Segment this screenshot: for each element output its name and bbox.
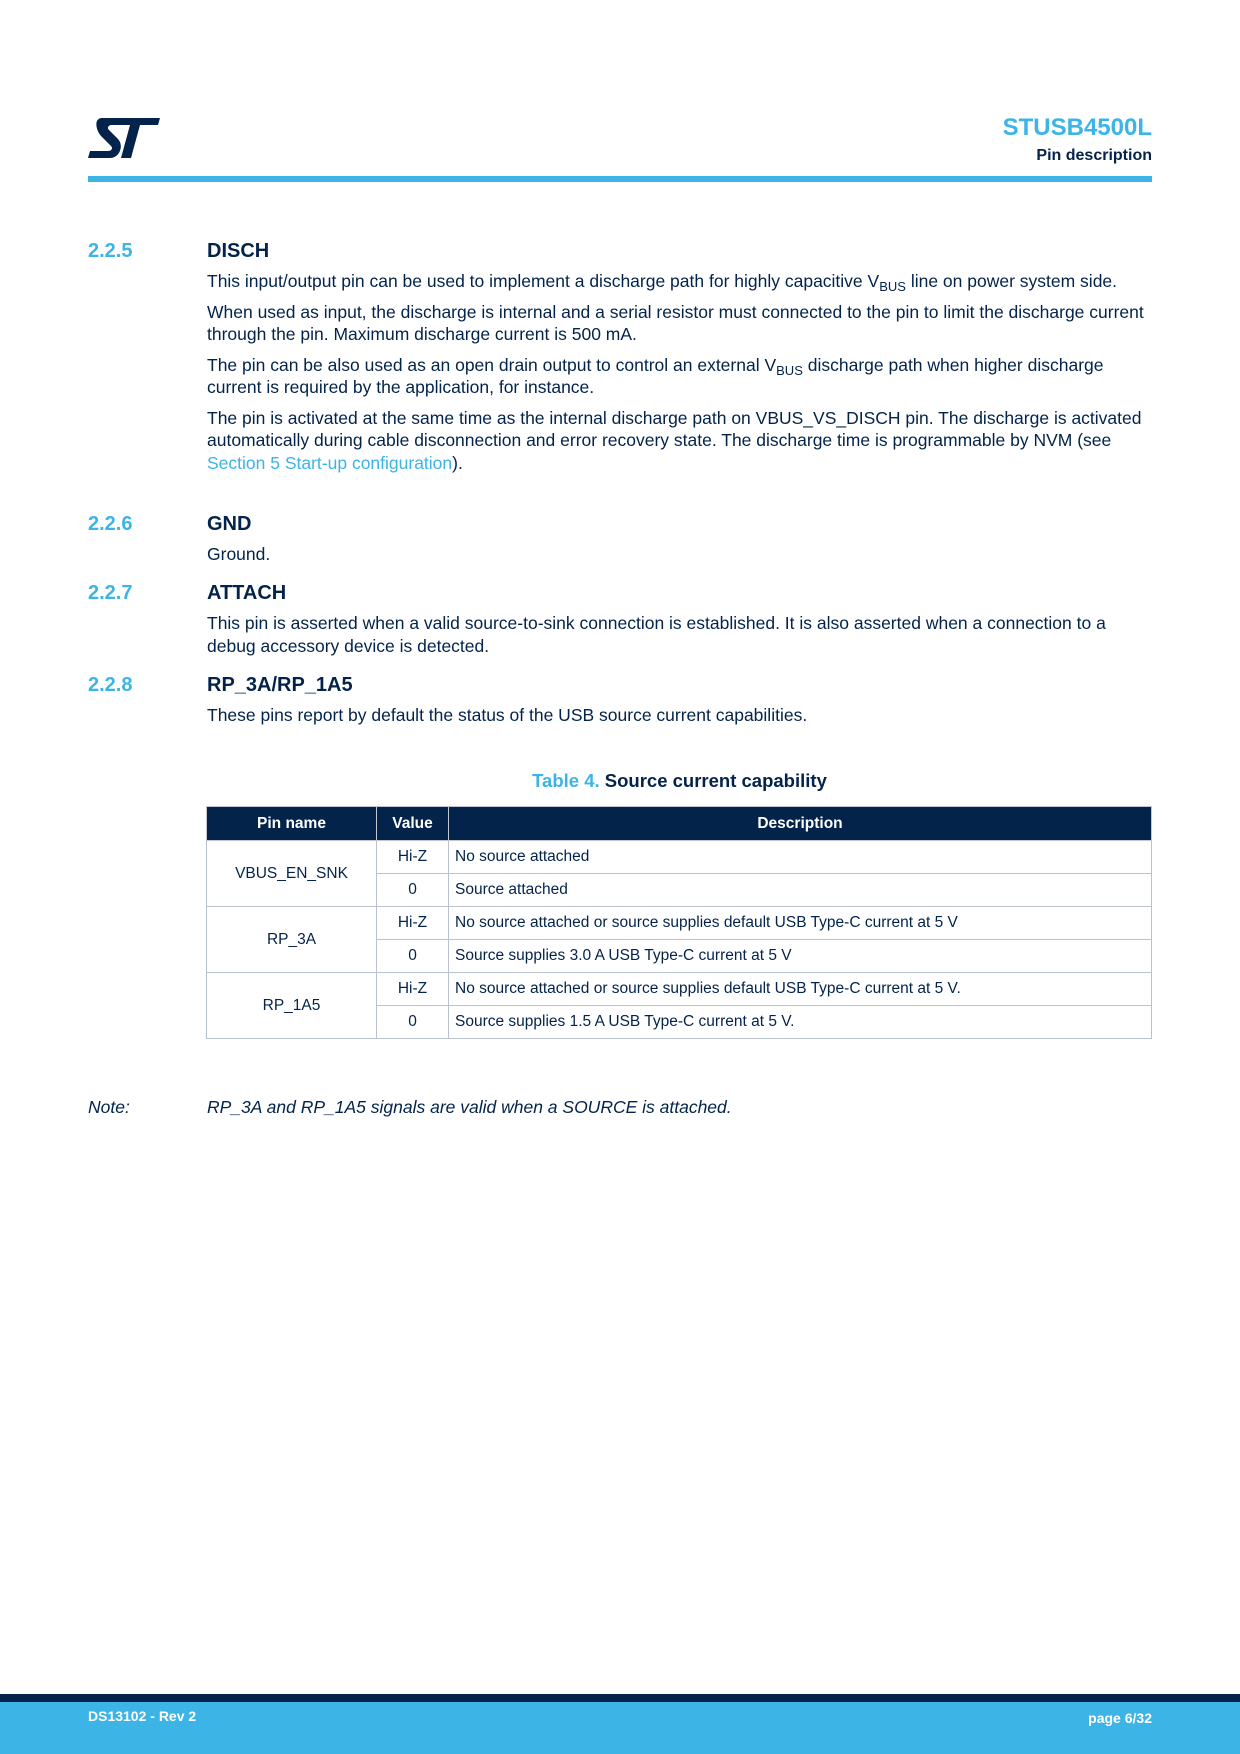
section-title: GND xyxy=(207,513,252,535)
paragraph xyxy=(207,270,1152,293)
note-text: RP_3A and RP_1A5 signals are valid when a SOURCE is attached. xyxy=(207,1097,732,1117)
section-body xyxy=(207,704,1152,735)
value-cell: Hi-Z xyxy=(377,973,449,1006)
section-body xyxy=(207,543,1152,574)
text-run: discharge path when higher discharge current is required by the application, for instance. xyxy=(207,354,1104,397)
document-subtitle: Pin description xyxy=(1036,147,1152,164)
value-cell: 0 xyxy=(377,940,449,973)
column-header: Description xyxy=(449,807,1152,841)
description-cell: No source attached or source supplies default USB Type-C current at 5 V. xyxy=(449,973,1152,1006)
paragraph xyxy=(207,407,1152,475)
section-number: 2.2.6 xyxy=(88,513,133,535)
description-cell: No source attached or source supplies default USB Type-C current at 5 V xyxy=(449,907,1152,940)
subscript: BUS xyxy=(879,279,906,294)
document-title: STUSB4500L xyxy=(1002,114,1152,141)
table-caption xyxy=(207,770,1152,792)
section-body xyxy=(207,612,1152,665)
text-run: This input/output pin can be used to implement a discharge path for highly capacitive V xyxy=(207,271,880,291)
section-body xyxy=(207,270,1152,482)
note-label: Note: xyxy=(88,1097,130,1117)
footer-doc-id: DS13102 - Rev 2 xyxy=(88,1708,197,1724)
pin-name-cell: VBUS_EN_SNK xyxy=(207,841,377,907)
table-row xyxy=(207,841,1152,874)
value-cell: 0 xyxy=(377,874,449,907)
table-caption-number: Table 4. xyxy=(532,770,600,791)
description-cell: Source attached xyxy=(449,874,1152,907)
paragraph: This pin is asserted when a valid source-to-sink connection is established. It is also asserted when a connection to a debug accessory device is detected. xyxy=(207,613,1106,656)
footer-rule xyxy=(0,1694,1240,1702)
table-header-row xyxy=(207,807,1152,841)
source-current-table xyxy=(206,806,1152,1039)
section-number: 2.2.7 xyxy=(88,582,133,604)
column-header: Value xyxy=(377,807,449,841)
text-run: The pin can be also used as an open drain output to control an external V xyxy=(207,354,777,375)
value-cell: Hi-Z xyxy=(377,841,449,874)
section-title: ATTACH xyxy=(207,582,287,604)
pin-name-cell: RP_3A xyxy=(207,907,377,973)
st-logo-icon xyxy=(88,118,160,158)
value-cell: Hi-Z xyxy=(377,907,449,940)
header-rule xyxy=(88,176,1152,182)
text-run: The pin is activated at the same time as the internal discharge path on VBUS_VS_DISCH pin. The discharge is activated automatically during cable disconnection and error recovery state. The discharge time is programmable by NVM (see xyxy=(207,407,1142,450)
text-run: ). xyxy=(452,452,463,473)
table-row xyxy=(207,973,1152,1006)
paragraph: When used as input, the discharge is internal and a serial resistor must connected to the pin to limit the discharge current through the pin. Maximum discharge current is 500 mA. xyxy=(207,301,1144,344)
description-cell: Source supplies 3.0 A USB Type-C current at 5 V xyxy=(449,940,1152,973)
section-title: DISCH xyxy=(207,240,270,262)
table-row xyxy=(207,907,1152,940)
value-cell: 0 xyxy=(377,1006,449,1039)
section-5-link[interactable]: Section 5 Start-up configuration xyxy=(207,452,453,473)
text-run: line on power system side. xyxy=(905,271,1118,291)
paragraph: Ground. xyxy=(207,544,271,564)
paragraph xyxy=(207,354,1152,399)
section-title: RP_3A/RP_1A5 xyxy=(207,674,353,696)
section-number: 2.2.5 xyxy=(88,240,133,262)
section-number: 2.2.8 xyxy=(88,674,133,696)
column-header: Pin name xyxy=(207,807,377,841)
table-caption-title: Source current capability xyxy=(604,770,827,791)
footer-page-number: page 6/32 xyxy=(1088,1710,1152,1726)
pin-name-cell: RP_1A5 xyxy=(207,973,377,1039)
subscript: BUS xyxy=(776,362,803,378)
paragraph: These pins report by default the status of the USB source current capabilities. xyxy=(207,705,808,725)
description-cell: No source attached xyxy=(449,841,1152,874)
description-cell: Source supplies 1.5 A USB Type-C current at 5 V. xyxy=(449,1006,1152,1039)
